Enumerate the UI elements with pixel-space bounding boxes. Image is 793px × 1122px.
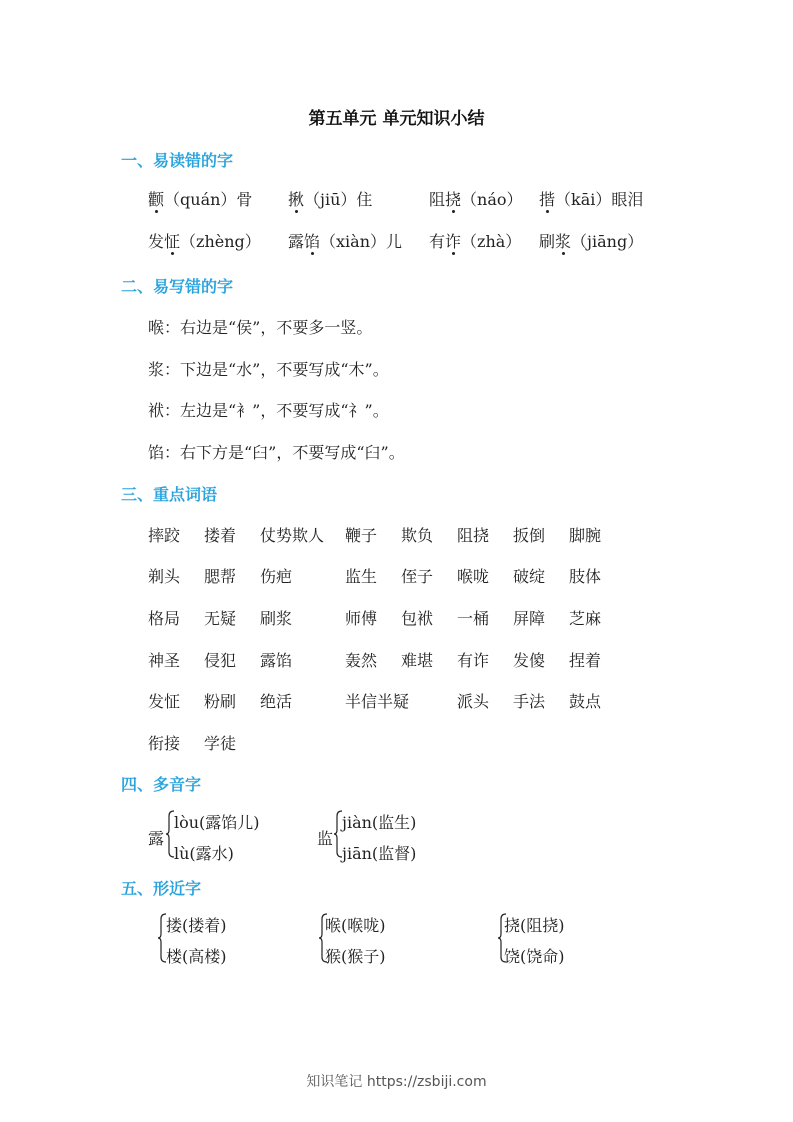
reading-item: 颧（quán）骨: [148, 190, 253, 209]
key-word: 师傅: [345, 609, 378, 628]
key-word: 格局: [148, 609, 181, 628]
writing-note: 喉：右边是“侯”，不要多一竖。: [148, 318, 373, 337]
polyphone-reading: lòu(露馅儿): [174, 813, 260, 832]
similar-char: 饶(饶命): [504, 947, 565, 966]
key-word: 粉刷: [204, 692, 237, 711]
key-word: 一桶: [457, 609, 490, 628]
key-word: 半信半疑: [345, 692, 410, 711]
key-word: 包袱: [401, 609, 434, 628]
key-word: 阻挠: [457, 526, 490, 545]
key-word: 腮帮: [204, 567, 237, 586]
footer-watermark: 知识笔记 https://zsbiji.com: [306, 1074, 487, 1090]
similar-char: 喉(喉咙): [325, 916, 386, 935]
key-word: 发怔: [148, 692, 181, 711]
section-heading-miswritten: 二、易写错的字: [121, 277, 234, 296]
key-word: 捏着: [569, 651, 602, 670]
polyphone-reading: jiàn(监生): [342, 813, 417, 832]
polyphone-reading: jiān(监督): [342, 844, 417, 863]
key-word: 侄子: [401, 567, 434, 586]
section-heading-similar-chars: 五、形近字: [121, 879, 202, 898]
key-word: 芝麻: [569, 609, 602, 628]
page-title: 第五单元 单元知识小结: [308, 109, 485, 129]
key-word: 无疑: [204, 609, 237, 628]
key-word: 鞭子: [345, 526, 378, 545]
key-word: 露馅: [260, 651, 293, 670]
similar-char: 猴(猴子): [325, 947, 386, 966]
similar-char: 挠(阻挠): [504, 916, 565, 935]
reading-item: 揩（kāi）眼泪: [539, 190, 644, 209]
key-word: 有诈: [457, 651, 490, 670]
key-word: 鼓点: [569, 692, 602, 711]
writing-note: 馅：右下方是“臼”，不要写成“臼”。: [148, 443, 405, 462]
key-word: 欺负: [401, 526, 434, 545]
reading-item: 发怔（zhèng）: [148, 232, 261, 251]
section-heading-key-words: 三、重点词语: [121, 485, 218, 504]
polyphone-char: 监: [317, 829, 334, 848]
key-word: 喉咙: [457, 567, 490, 586]
key-word: 监生: [345, 567, 378, 586]
key-word: 脚腕: [569, 526, 602, 545]
key-word: 破绽: [513, 567, 546, 586]
similar-char: 楼(高楼): [166, 947, 227, 966]
key-word: 神圣: [148, 651, 181, 670]
key-word: 仗势欺人: [260, 526, 325, 545]
key-word: 刷浆: [260, 609, 293, 628]
key-word: 摔跤: [148, 526, 181, 545]
key-word: 衔接: [148, 734, 181, 753]
section-heading-polyphones: 四、多音字: [121, 775, 202, 794]
reading-item: 有诈（zhà）: [429, 232, 522, 251]
similar-char: 搂(搂着): [166, 916, 227, 935]
key-word: 剃头: [148, 567, 181, 586]
key-word: 屏障: [513, 609, 546, 628]
reading-item: 露馅（xiàn）儿: [288, 232, 403, 251]
key-word: 搂着: [204, 526, 237, 545]
reading-item: 揪（jiū）住: [288, 190, 373, 209]
key-word: 侵犯: [204, 651, 237, 670]
reading-item: 刷浆（jiāng）: [539, 232, 644, 251]
key-word: 扳倒: [513, 526, 546, 545]
section-heading-misread: 一、易读错的字: [121, 151, 234, 170]
key-word: 手法: [513, 692, 546, 711]
key-word: 发傻: [513, 651, 546, 670]
writing-note: 袱：左边是“衤”，不要写成“礻”。: [148, 401, 389, 420]
writing-note: 浆：下边是“水”，不要写成“木”。: [148, 360, 389, 379]
key-word: 肢体: [569, 567, 602, 586]
key-word: 伤疤: [260, 567, 293, 586]
key-word: 轰然: [345, 651, 378, 670]
key-word: 难堪: [401, 651, 434, 670]
key-word: 绝活: [260, 692, 293, 711]
reading-item: 阻挠（náo）: [429, 190, 523, 209]
polyphone-char: 露: [148, 829, 165, 848]
key-word: 学徒: [204, 734, 237, 753]
key-word: 派头: [457, 692, 490, 711]
polyphone-reading: lù(露水): [174, 844, 234, 863]
